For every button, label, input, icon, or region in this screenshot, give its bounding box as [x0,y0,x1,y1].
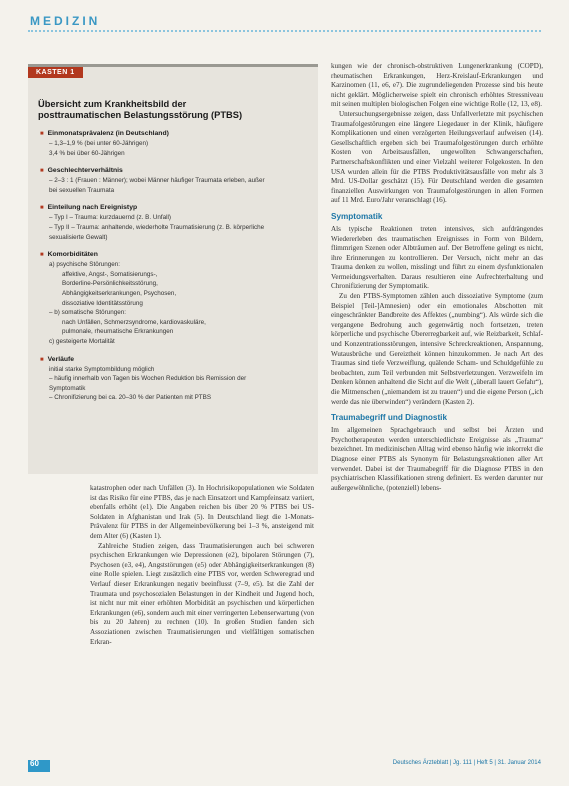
box-section-heading: ■ Einmonatsprävalenz (in Deutschland) [40,129,310,139]
box-line: affektive, Angst-, Somatisierungs-, [62,270,158,278]
section-subheading: Traumabegriff und Diagnostik [331,413,447,423]
box-line: nach Unfällen, Schmerzsyndrome, kardiovaskuläre, [62,318,206,326]
journal-citation: Deutsches Ärzteblatt | Jg. 111 | Heft 5 | 31. Januar 2014 [392,760,541,766]
body-paragraph: Im allgemeinen Sprachgebrauch und selbst bei Ärzten und Psychotherapeuten werden unterschiedlichste Ereignisse als „Trauma“ bezeichnet. Im medizinischen Alltag wird ebenso häufig wie inkorrekt die Diagnose einer PTBS als Synonym für Belastungsreaktionen aller Art verwendet. Dabei ist der Traumabegriff für die Diagnose PTBS in den psychiatrischen Klassifikationen streng definiert. Es werden darunter nur außergewöhnliche, (potenziell) lebens- [331,426,543,492]
right-column [331,62,543,493]
body-paragraph: Zahlreiche Studien zeigen, dass Traumatisierungen auch bei schweren psychischen Erkrankungen wie Depressionen (e2), bipolaren Störungen (7), Psychosen (e3, e4), Angststörungen (e5) oder Abhängigkeitserkrankungen (8) eine Rolle spielen. Liegt zusätzlich eine PTBS vor, werden Schweregrad und Verlauf dieser Erkrankungen negativ beeinflusst (7–9, e5). Ist die Zahl der Traumata und psychosozialen Belastungen in der Kindheit und Jugend hoch, ist nicht nur mit einer erhöhten Morbidität an psychischen und körperlichen Erkrankungen (e6), sondern auch mit einer verringerten Lebenserwartung (von bis zu 20 Jahren) zu rechnen (10). In großen Studien fanden sich Assoziationen zwischen Traumatisierungen und vielfältigen somatischen Erkran- [90,541,314,646]
box-section-heading: ■ Verläufe [40,355,310,365]
box-section [40,250,310,346]
box-line: Abhängigkeitserkrankungen, Psychosen, [62,289,177,297]
box-list [40,129,310,411]
info-box [28,64,318,474]
box-title-line1: Übersicht zum Krankheitsbild der [38,99,187,109]
header-divider [28,30,541,32]
box-line: Symptomatik [49,384,86,392]
box-section [40,166,310,195]
box-line: pulmonale, rheumatische Erkrankungen [62,328,174,336]
box-section [40,203,310,242]
box-line: 3,4 % bei über 60-Jährigen [49,149,125,157]
body-paragraph: kungen wie der chronisch-obstruktiven Lungenerkrankung (COPD), rheumatischen Erkrankungen, Herz-Kreislauf-Erkrankungen und Karzinomen (11, e6, e7). Die zugrundeliegenden Prozesse sind bis heute nicht geklärt. Möglicherweise spielt ein chronisch erhöhtes Stressniveau mit seinen multiplen biologischen Folgen eine wichtige Rolle (12, 13, e8). [331,62,543,109]
section-subheading: Symptomatik [331,211,383,221]
box-section-heading: ■ Geschlechterverhältnis [40,166,310,176]
box-line: sexualisierte Gewalt) [49,233,108,241]
box-label: KASTEN 1 [28,67,83,78]
box-section-heading: ■ Einteilung nach Ereignistyp [40,203,310,213]
box-line: c) gesteigerte Mortalität [49,337,115,345]
box-title-line2: posttraumatischen Belastungsstörung (PTBS) [38,110,243,120]
box-line: Borderline-Persönlichkeitsstörung, [62,280,158,288]
box-title [38,99,308,121]
box-section [40,129,310,158]
box-line: – 2–3 : 1 (Frauen : Männer); wobei Männer häufiger Traumata erleben, außer [49,177,265,185]
box-line: – Typ II – Trauma: anhaltende, wiederholte Traumatisierung (z. B. körperliche [49,223,265,231]
body-paragraph: Untersuchungsergebnisse zeigen, dass Unfallverletzte mit psychischen Traumafolgestörungen eine längere Liegedauer in der Klinik, häufigere Komplikationen und einen verzögerten Heilungsverlauf aufweisen (14). Gesellschaftlich ergeben sich bei Traumafolgestörungen durch erhöhte Kosten von Arbeitsausfällen, ungewollten Schwangerschaften, Partnerschaftskonflikten und einer Vielzahl weiterer Folgekosten. In den USA wurden allein für die PTBS Produktivitätsausfälle von mehr als 3 Mrd. US-Dollar geschätzt (15). Für Deutschland werden die gesamten finanziellen Auswirkungen von Traumafolgestörungen in allen Formen auf 11 Mrd. Euro/Jahr veranschlagt (16). [331,109,543,205]
section-header: MEDIZIN [30,14,101,28]
body-paragraph: katastrophen oder nach Unfällen (3). In Hochrisikopopulationen wie Soldaten ist das Risiko für eine PTBS, das je nach Einsatzort und Kampfeinsatz variiert, ebenfalls erhöht (e1). Die Angaben reichen bis über 20 % PTBS bei US-Soldaten in Afghanistan und Irak (5). In Deutschland liegt die 1-Monats-Prävalenz für PTBS in der Allgemeinbevölkerung bei 1–3 %, ansteigend mit dem Alter (6) (Kasten 1). [90,484,314,540]
left-column [90,484,314,647]
box-line: – Typ I – Trauma: kurzdauernd (z. B. Unfall) [49,214,172,222]
box-line: – b) somatische Störungen: [49,309,127,317]
box-section-heading: ■ Komorbiditäten [40,250,310,260]
box-line: – häufig innerhalb von Tagen bis Wochen Reduktion bis Remission der [49,375,247,383]
box-line: – Chronifizierung bei ca. 20–30 % der Patienten mit PTBS [49,394,212,402]
box-line: a) psychische Störungen: [49,261,121,269]
page-number: 60 [30,759,39,768]
box-line: bei sexuellen Traumata [49,186,115,194]
box-line: dissoziative Identitätsstörung [62,299,143,307]
body-paragraph: Zu den PTBS-Symptomen zählen auch dissoziative Symptome (zum Beispiel [Teil-]Amnesien) oder ein emotionales Abschotten mit eingeschränkter Bandbreite des Affektes („numbing“). Als würde sich die vergangene Bedrohung auch gegenwärtig noch fortsetzen, treten körperliche und psychische Übererregbarkeit auf, wie Reizbarkeit, Schlaf- und Konzentrationsstörungen, intensive Schreckreaktionen, Anspannung, Wutausbrüche und Gereiztheit können hinzukommen. Je nach Art des Traumas sind tiefe Verzweiflung, quälende Scham- und Schuldgefühle zu beobachten, zum Teil verbunden mit Selbstverletzungen. Verzweifeln im Denken können anhaltend die Sicht auf die Welt („überall lauert Gefahr“), die Mitmenschen („niemandem ist zu trauen“) und die eigene Person („ich werde das nie überwinden“) verändern (Kasten 2). [331,292,543,406]
box-section [40,355,310,403]
box-line: – 1,3–1,9 % (bei unter 60-Jährigen) [49,140,149,147]
box-line: initial starke Symptombildung möglich [49,365,155,373]
body-paragraph: Als typische Reaktionen treten intensives, sich aufdrängendes Wiedererleben des traumatischen Ereignisses in Form von Bildern, flimmrigen Szenen oder Albträumen auf. Der Betroffene gelingt es nicht, ihre Erinnerungen zu kontrollieren. Der Versuch, nicht mehr an das Trauma denken zu wollen, misslingt und führt zu einem dysfunktionalen Vermeidungsverhalten. Daraus resultieren eine Aufrechterhaltung und Chronifizierung der Symptomatik. [331,224,543,291]
